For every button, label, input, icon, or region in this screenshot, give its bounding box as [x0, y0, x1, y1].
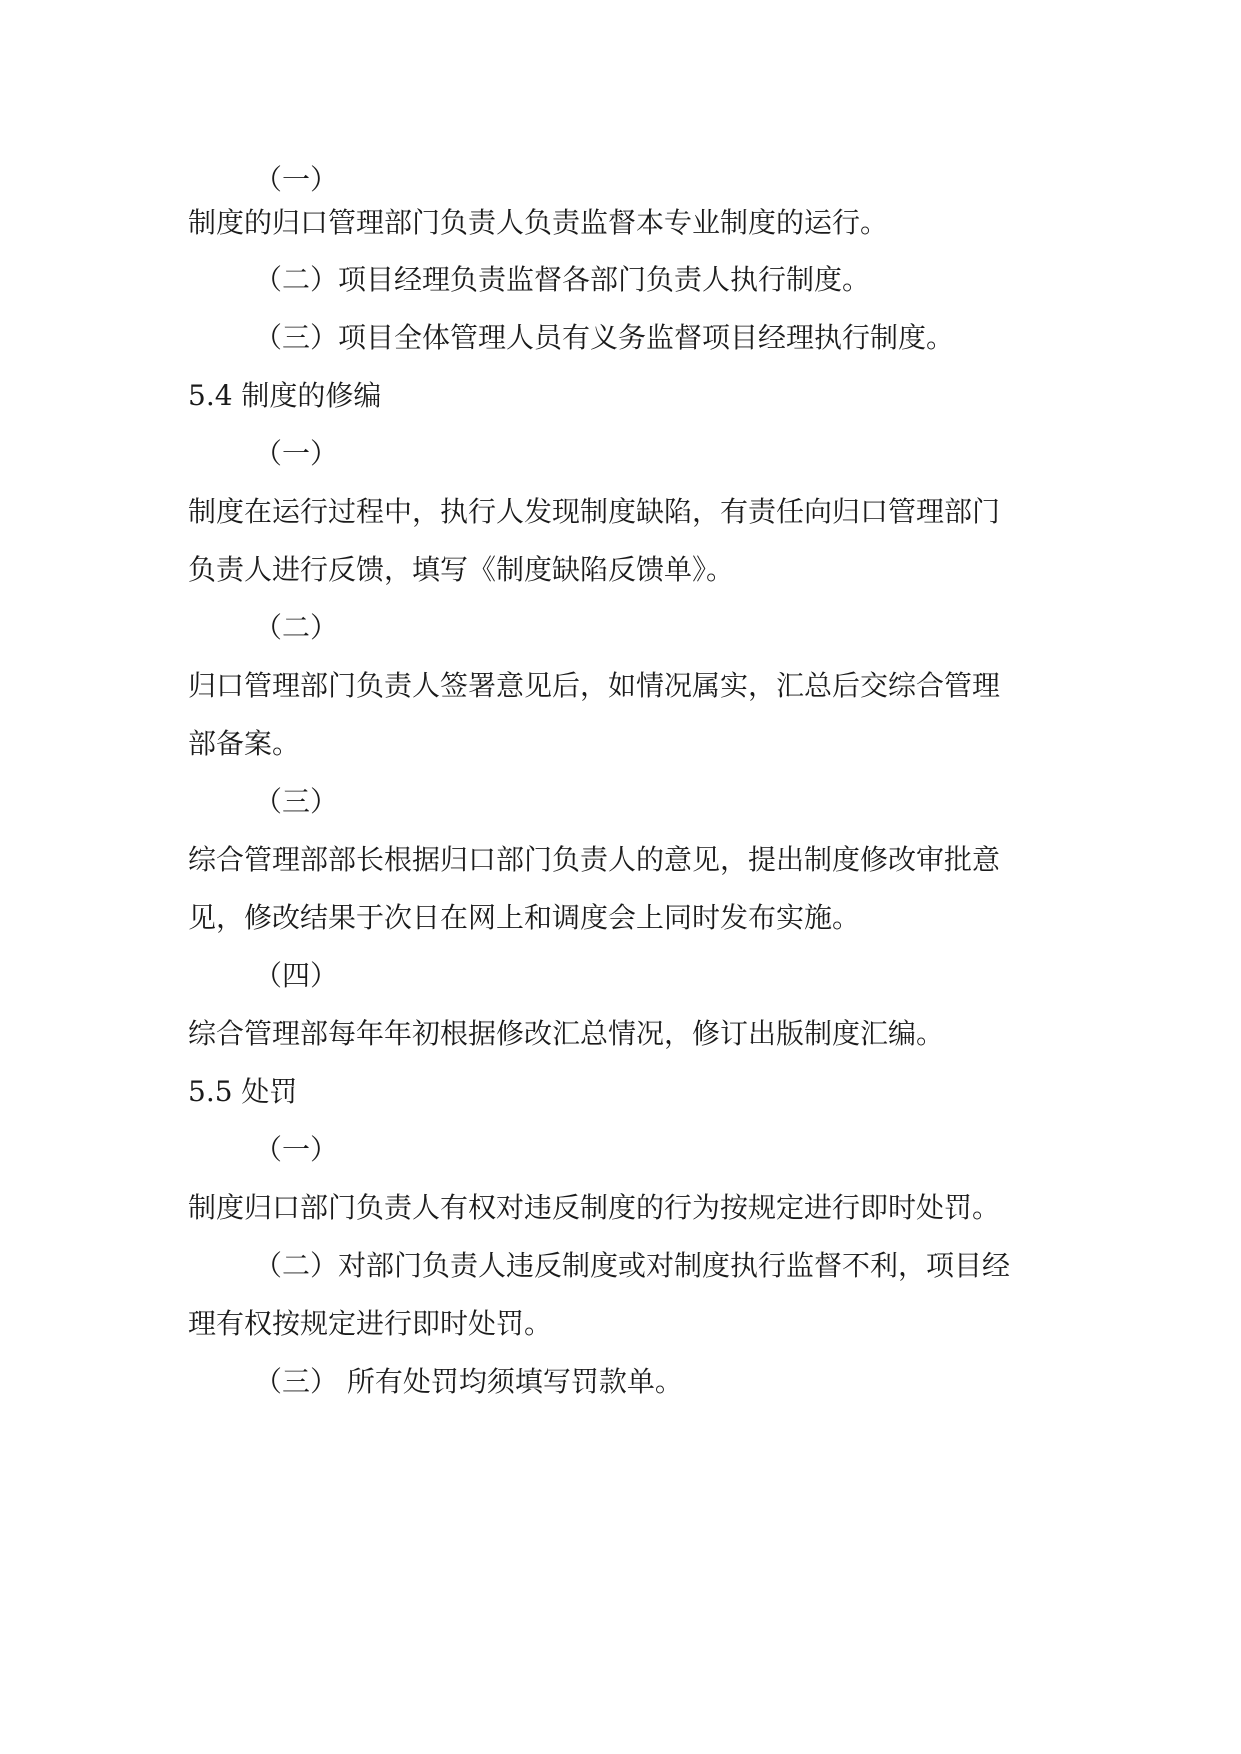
paragraph-line: 制度的归口管理部门负责人负责监督本专业制度的运行。 — [188, 206, 889, 239]
paragraph-line: （二）项目经理负责监督各部门负责人执行制度。 — [254, 263, 871, 296]
paragraph-line: 负责人进行反馈，填写《制度缺陷反馈单》。 — [188, 553, 735, 586]
paragraph-line: （三）项目全体管理人员有义务监督项目经理执行制度。 — [254, 321, 955, 354]
subitem-marker: （一） — [254, 437, 339, 470]
paragraph-line: 归口管理部门负责人签署意见后，如情况属实，汇总后交综合管理 — [188, 669, 1001, 702]
section-heading: 5.5 处罚 — [188, 1075, 298, 1108]
subitem-marker: （四） — [254, 959, 339, 992]
paragraph-line: 综合管理部每年年初根据修改汇总情况，修订出版制度汇编。 — [188, 1017, 945, 1050]
paragraph-line: 部备案。 — [188, 727, 301, 760]
section-heading: 5.4 制度的修编 — [188, 379, 382, 412]
paragraph-line: 制度在运行过程中，执行人发现制度缺陷，有责任向归口管理部门 — [188, 495, 1001, 528]
paragraph-line: 理有权按规定进行即时处罚。 — [188, 1307, 553, 1340]
paragraph-line: （三） 所有处罚均须填写罚款单。 — [254, 1365, 683, 1398]
subitem-marker: （二） — [254, 611, 339, 644]
subitem-marker: （一） — [254, 1133, 339, 1166]
paragraph-line: 制度归口部门负责人有权对违反制度的行为按规定进行即时处罚。 — [188, 1191, 1001, 1224]
subitem-marker: （一） — [254, 163, 339, 196]
paragraph-line: 见，修改结果于次日在网上和调度会上同时发布实施。 — [188, 901, 861, 934]
subitem-marker: （三） — [254, 785, 339, 818]
paragraph-line: （二）对部门负责人违反制度或对制度执行监督不利，项目经 — [254, 1249, 1011, 1282]
paragraph-line: 综合管理部部长根据归口部门负责人的意见，提出制度修改审批意 — [188, 843, 1001, 876]
